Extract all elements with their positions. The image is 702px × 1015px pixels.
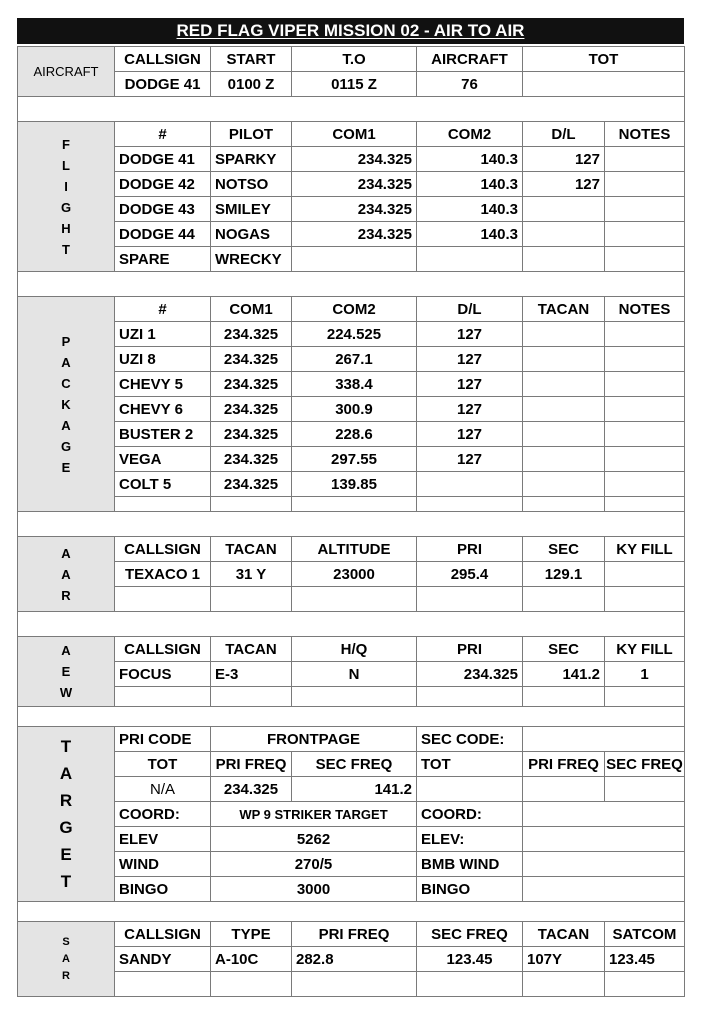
sar-cell xyxy=(291,971,417,997)
package-cell: UZI 1 xyxy=(114,321,211,347)
section-label-letter: R xyxy=(59,791,73,810)
sar-cell: A-10C xyxy=(210,946,292,972)
flight-cell xyxy=(604,146,685,172)
package-cell: 297.55 xyxy=(291,446,417,472)
package-cell: 139.85 xyxy=(291,471,417,497)
aar-cell xyxy=(210,586,292,612)
aar-cell: 23000 xyxy=(291,561,417,587)
flight-cell: DODGE 42 xyxy=(114,171,211,197)
package-cell xyxy=(604,321,685,347)
aircraft-header: AIRCRAFT xyxy=(416,46,523,72)
target-field-value: 270/5 xyxy=(210,851,417,877)
section-label-letter: E xyxy=(61,664,71,679)
package-cell: COLT 5 xyxy=(114,471,211,497)
package-cell xyxy=(522,496,605,512)
sar-cell xyxy=(604,971,685,997)
target-field-label: BMB WIND xyxy=(416,851,523,877)
sec-code-value xyxy=(522,726,685,752)
sar-cell xyxy=(416,971,523,997)
sar-cell: 282.8 xyxy=(291,946,417,972)
section-label-letter: T xyxy=(60,737,72,756)
section-label-letter: G xyxy=(60,438,72,454)
sec-code-label: SEC CODE: xyxy=(416,726,523,752)
package-cell: 127 xyxy=(416,371,523,397)
aircraft-header: START xyxy=(210,46,292,72)
package-cell: 127 xyxy=(416,421,523,447)
aew-cell xyxy=(291,686,417,707)
section-label-letter: G xyxy=(60,199,72,215)
aar-header: TACAN xyxy=(210,536,292,562)
target-field-value: 3000 xyxy=(210,876,417,902)
section-label-letter: E xyxy=(61,459,71,475)
sar-section-label xyxy=(17,921,115,997)
section-label-letter: C xyxy=(61,375,71,391)
flight-cell: DODGE 44 xyxy=(114,221,211,247)
target-header: TOT xyxy=(416,751,523,777)
package-header: D/L xyxy=(416,296,523,322)
sar-cell: 123.45 xyxy=(604,946,685,972)
flight-cell: 127 xyxy=(522,146,605,172)
target-field-value: WP 9 STRIKER TARGET xyxy=(210,801,417,827)
package-cell: 127 xyxy=(416,396,523,422)
package-cell: 267.1 xyxy=(291,346,417,372)
aew-cell xyxy=(604,686,685,707)
section-label-letter: A xyxy=(61,354,71,370)
package-cell xyxy=(604,446,685,472)
flight-cell: 140.3 xyxy=(416,146,523,172)
package-cell xyxy=(291,496,417,512)
aew-header: H/Q xyxy=(291,636,417,662)
package-header: # xyxy=(114,296,211,322)
flight-cell: NOTSO xyxy=(210,171,292,197)
package-cell xyxy=(416,496,523,512)
flight-cell xyxy=(416,246,523,272)
section-label-letter: R xyxy=(61,587,71,603)
target-header: TOT xyxy=(114,751,211,777)
target-header: SEC FREQ xyxy=(291,751,417,777)
aircraft-header: TOT xyxy=(522,46,685,72)
aar-cell xyxy=(291,586,417,612)
target-field-value xyxy=(522,826,685,852)
flight-cell: 140.3 xyxy=(416,221,523,247)
section-label-letter: W xyxy=(59,685,73,700)
package-cell: 234.325 xyxy=(210,371,292,397)
package-header: COM2 xyxy=(291,296,417,322)
sar-header: SEC FREQ xyxy=(416,921,523,947)
flight-cell xyxy=(604,246,685,272)
flight-cell: 234.325 xyxy=(291,196,417,222)
aar-header: PRI xyxy=(416,536,523,562)
section-spacer xyxy=(17,96,685,122)
aar-cell xyxy=(416,586,523,612)
package-cell: CHEVY 6 xyxy=(114,396,211,422)
section-label-letter: A xyxy=(61,545,71,561)
aew-cell xyxy=(416,686,523,707)
flight-cell xyxy=(604,171,685,197)
aar-cell: 129.1 xyxy=(522,561,605,587)
aar-header: SEC xyxy=(522,536,605,562)
target-section-label xyxy=(17,726,115,902)
aew-header: KY FILL xyxy=(604,636,685,662)
target-tot-cell: N/A xyxy=(114,776,211,802)
target-field-label: BINGO xyxy=(114,876,211,902)
section-label-letter: A xyxy=(59,764,73,783)
section-label-letter: T xyxy=(60,872,72,891)
section-label-letter: G xyxy=(59,818,73,837)
target-field-value xyxy=(522,801,685,827)
package-header: TACAN xyxy=(522,296,605,322)
section-label-letter: K xyxy=(61,396,71,412)
package-cell: 234.325 xyxy=(210,396,292,422)
target-field-value: 5262 xyxy=(210,826,417,852)
package-cell: 127 xyxy=(416,321,523,347)
aew-cell: N xyxy=(291,661,417,687)
package-cell xyxy=(522,321,605,347)
aar-cell xyxy=(604,561,685,587)
aircraft-section-label: AIRCRAFT xyxy=(17,46,115,97)
package-cell: 234.325 xyxy=(210,421,292,447)
package-cell xyxy=(604,471,685,497)
aew-cell: FOCUS xyxy=(114,661,211,687)
package-cell xyxy=(604,346,685,372)
package-cell: 224.525 xyxy=(291,321,417,347)
flight-cell: 234.325 xyxy=(291,146,417,172)
section-label-letter: A xyxy=(61,417,71,433)
pri-code-label: PRI CODE xyxy=(114,726,211,752)
pri-code-value: FRONTPAGE xyxy=(210,726,417,752)
target-field-value xyxy=(522,876,685,902)
package-cell: UZI 8 xyxy=(114,346,211,372)
package-header: COM1 xyxy=(210,296,292,322)
package-cell xyxy=(604,396,685,422)
flight-header: # xyxy=(114,121,211,147)
package-cell xyxy=(604,496,685,512)
section-spacer xyxy=(17,901,685,922)
aew-cell: E-3 xyxy=(210,661,292,687)
target-tot-cell: 141.2 xyxy=(291,776,417,802)
target-tot-cell xyxy=(522,776,605,802)
package-cell xyxy=(522,446,605,472)
flight-cell: 234.325 xyxy=(291,171,417,197)
section-label-letter: H xyxy=(61,220,71,236)
package-cell xyxy=(604,371,685,397)
aircraft-cell: DODGE 41 xyxy=(114,71,211,97)
flight-cell xyxy=(604,221,685,247)
aew-header: PRI xyxy=(416,636,523,662)
aew-header: TACAN xyxy=(210,636,292,662)
aircraft-cell: 76 xyxy=(416,71,523,97)
flight-cell xyxy=(291,246,417,272)
flight-cell xyxy=(604,196,685,222)
package-cell xyxy=(522,471,605,497)
aew-cell: 141.2 xyxy=(522,661,605,687)
section-spacer xyxy=(17,706,685,727)
aew-cell: 234.325 xyxy=(416,661,523,687)
section-label-letter: A xyxy=(61,566,71,582)
sar-header: TYPE xyxy=(210,921,292,947)
package-cell: 127 xyxy=(416,346,523,372)
section-label-letter: A xyxy=(62,952,70,965)
aar-header: CALLSIGN xyxy=(114,536,211,562)
aircraft-header: CALLSIGN xyxy=(114,46,211,72)
target-tot-cell xyxy=(416,776,523,802)
package-cell: 127 xyxy=(416,446,523,472)
flight-cell: 140.3 xyxy=(416,196,523,222)
flight-cell: WRECKY xyxy=(210,246,292,272)
flight-cell: DODGE 41 xyxy=(114,146,211,172)
package-cell xyxy=(114,496,211,512)
package-cell xyxy=(522,421,605,447)
sar-header: CALLSIGN xyxy=(114,921,211,947)
package-cell xyxy=(522,371,605,397)
package-cell: 234.325 xyxy=(210,446,292,472)
package-cell: 234.325 xyxy=(210,471,292,497)
sar-cell xyxy=(522,971,605,997)
section-spacer xyxy=(17,611,685,637)
flight-header: COM1 xyxy=(291,121,417,147)
section-label-letter: P xyxy=(61,333,71,349)
flight-cell: SMILEY xyxy=(210,196,292,222)
section-label-letter: E xyxy=(60,845,72,864)
package-cell: 228.6 xyxy=(291,421,417,447)
flight-cell: 234.325 xyxy=(291,221,417,247)
section-label-letter: T xyxy=(62,241,70,257)
sar-cell: SANDY xyxy=(114,946,211,972)
aircraft-header: T.O xyxy=(291,46,417,72)
package-cell xyxy=(522,346,605,372)
aar-cell: TEXACO 1 xyxy=(114,561,211,587)
section-spacer xyxy=(17,271,685,297)
aar-cell: 295.4 xyxy=(416,561,523,587)
aew-header: SEC xyxy=(522,636,605,662)
flight-section-label xyxy=(17,121,115,272)
package-cell: BUSTER 2 xyxy=(114,421,211,447)
package-cell xyxy=(604,421,685,447)
sar-header: PRI FREQ xyxy=(291,921,417,947)
package-cell xyxy=(522,396,605,422)
target-header: PRI FREQ xyxy=(522,751,605,777)
package-cell xyxy=(210,496,292,512)
section-label-letter: R xyxy=(62,969,70,982)
aircraft-cell: 0115 Z xyxy=(291,71,417,97)
target-field-label: COORD: xyxy=(416,801,523,827)
section-label-letter: F xyxy=(62,136,70,152)
aar-header: ALTITUDE xyxy=(291,536,417,562)
flight-cell: SPARKY xyxy=(210,146,292,172)
sar-cell: 123.45 xyxy=(416,946,523,972)
aar-cell xyxy=(522,586,605,612)
flight-cell xyxy=(522,196,605,222)
target-tot-cell xyxy=(604,776,685,802)
sar-cell: 107Y xyxy=(522,946,605,972)
section-label-letter: L xyxy=(62,157,70,173)
package-cell: VEGA xyxy=(114,446,211,472)
flight-header: NOTES xyxy=(604,121,685,147)
target-field-value xyxy=(522,851,685,877)
section-spacer xyxy=(17,511,685,537)
aar-cell xyxy=(114,586,211,612)
package-cell: 234.325 xyxy=(210,346,292,372)
aar-section-label xyxy=(17,536,115,612)
flight-header: D/L xyxy=(522,121,605,147)
aew-header: CALLSIGN xyxy=(114,636,211,662)
sar-header: TACAN xyxy=(522,921,605,947)
flight-cell xyxy=(522,246,605,272)
aew-cell xyxy=(210,686,292,707)
flight-cell xyxy=(522,221,605,247)
aircraft-cell: 0100 Z xyxy=(210,71,292,97)
package-section-label xyxy=(17,296,115,512)
package-cell: 338.4 xyxy=(291,371,417,397)
package-cell: CHEVY 5 xyxy=(114,371,211,397)
aew-cell: 1 xyxy=(604,661,685,687)
target-field-label: WIND xyxy=(114,851,211,877)
aew-cell xyxy=(114,686,211,707)
aar-cell: 31 Y xyxy=(210,561,292,587)
flight-cell: 127 xyxy=(522,171,605,197)
flight-cell: NOGAS xyxy=(210,221,292,247)
sar-cell xyxy=(114,971,211,997)
package-cell xyxy=(416,471,523,497)
target-field-label: ELEV xyxy=(114,826,211,852)
mission-title: RED FLAG VIPER MISSION 02 - AIR TO AIR xyxy=(17,18,684,44)
package-cell: 234.325 xyxy=(210,321,292,347)
flight-cell: DODGE 43 xyxy=(114,196,211,222)
target-header: PRI FREQ xyxy=(210,751,292,777)
section-label-letter: S xyxy=(62,935,70,948)
package-cell: 300.9 xyxy=(291,396,417,422)
target-header: SEC FREQ xyxy=(604,751,685,777)
section-label-letter: I xyxy=(64,178,68,194)
aew-section-label xyxy=(17,636,115,707)
flight-header: PILOT xyxy=(210,121,292,147)
aew-cell xyxy=(522,686,605,707)
package-header: NOTES xyxy=(604,296,685,322)
flight-cell: 140.3 xyxy=(416,171,523,197)
aar-cell xyxy=(604,586,685,612)
flight-header: COM2 xyxy=(416,121,523,147)
aar-header: KY FILL xyxy=(604,536,685,562)
sar-cell xyxy=(210,971,292,997)
sar-header: SATCOM xyxy=(604,921,685,947)
target-field-label: BINGO xyxy=(416,876,523,902)
target-field-label: COORD: xyxy=(114,801,211,827)
target-tot-cell: 234.325 xyxy=(210,776,292,802)
aircraft-cell xyxy=(522,71,685,97)
section-label-letter: A xyxy=(61,643,71,658)
flight-cell: SPARE xyxy=(114,246,211,272)
target-field-label: ELEV: xyxy=(416,826,523,852)
